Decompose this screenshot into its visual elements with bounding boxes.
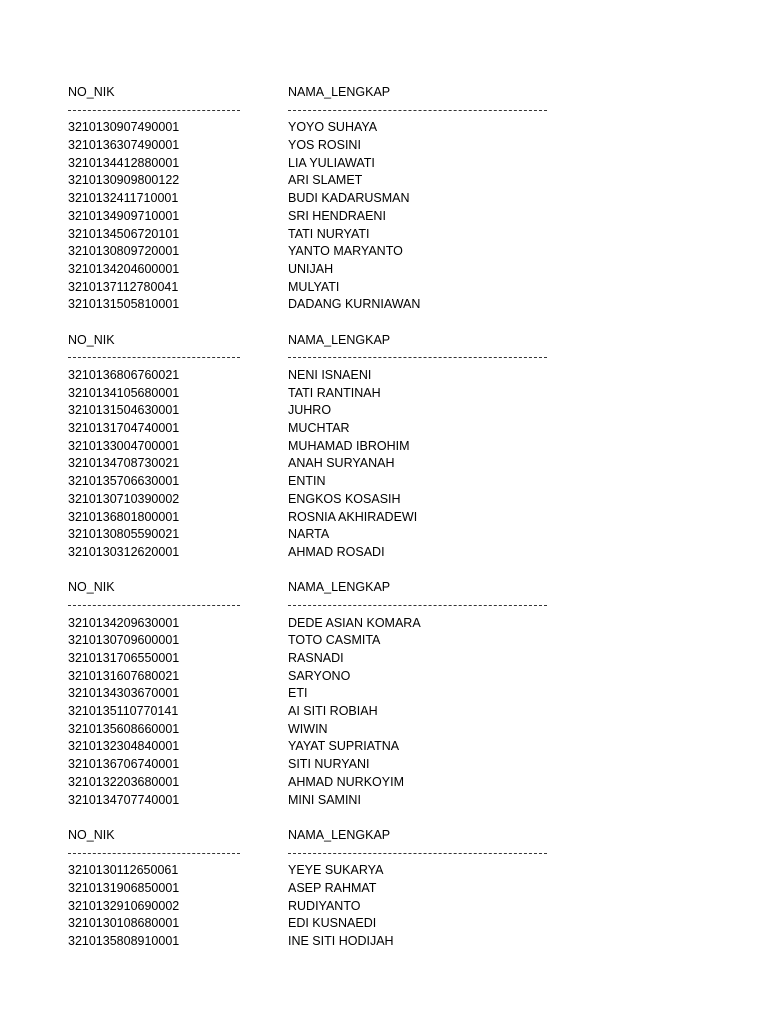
nik-value: 3210131504630001 [68, 403, 180, 418]
table-row [68, 756, 748, 774]
table-row [68, 668, 748, 686]
nama-value: SARYONO [288, 668, 351, 683]
table-row [68, 792, 748, 810]
nama-column-header: NAMA_LENGKAP [288, 85, 391, 99]
table-row [68, 862, 748, 880]
nama-value: ETI [288, 686, 308, 701]
separator-row [68, 349, 748, 367]
nama-value: ENTIN [288, 474, 326, 489]
nama-value: SITI NURYANI [288, 757, 370, 772]
nama-value: ANAH SURYANAH [288, 456, 395, 471]
nama-column-divider [288, 853, 547, 854]
table-row [68, 738, 748, 756]
table-row [68, 455, 748, 473]
nik-value: 3210135706630001 [68, 474, 180, 489]
nik-value: 3210132910690002 [68, 898, 180, 913]
table-row [68, 119, 748, 137]
nama-value: YOS ROSINI [288, 138, 361, 153]
table-row [68, 526, 748, 544]
nik-value: 3210130108680001 [68, 916, 180, 931]
table-row [68, 261, 748, 279]
nama-value: TOTO CASMITA [288, 633, 381, 648]
nik-column-divider [68, 357, 240, 358]
nik-value: 3210130809720001 [68, 244, 180, 259]
section-spacer [68, 809, 748, 827]
nik-value: 3210136806760021 [68, 368, 180, 382]
nik-value: 3210131706550001 [68, 651, 180, 665]
nik-section [68, 579, 748, 827]
nama-value: ASEP RAHMAT [288, 880, 377, 895]
nik-column-header: NO_NIK [68, 332, 115, 347]
nama-value: INE SITI HODIJAH [288, 934, 394, 948]
nik-value: 3210132203680001 [68, 774, 180, 789]
nik-value: 3210130312620001 [68, 544, 180, 559]
nama-value: SRI HENDRAENI [288, 208, 386, 223]
nik-section [68, 84, 748, 332]
nik-column-divider [68, 110, 240, 111]
column-header-row [68, 579, 748, 597]
nama-value: YOYO SUHAYA [288, 120, 378, 135]
table-row [68, 915, 748, 933]
table-row [68, 226, 748, 244]
nik-value: 3210136706740001 [68, 757, 180, 772]
nama-value: AI SITI ROBIAH [288, 704, 378, 719]
nik-value: 3210130112650061 [68, 863, 179, 878]
nik-value: 3210134204600001 [68, 261, 180, 276]
nama-value: MULYATI [288, 279, 340, 294]
nama-value: ENGKOS KOSASIH [288, 491, 401, 506]
nama-value: UNIJAH [288, 261, 334, 276]
nama-value: BUDI KADARUSMAN [288, 191, 410, 206]
nik-column-divider [68, 853, 240, 854]
nik-value: 3210132304840001 [68, 739, 180, 754]
nama-value: JUHRO [288, 403, 332, 418]
table-row [68, 438, 748, 456]
nama-value: TATI NURYATI [288, 226, 370, 241]
nik-value: 3210132411710001 [68, 191, 179, 206]
table-row [68, 491, 748, 509]
table-row [68, 402, 748, 420]
nik-section [68, 332, 748, 580]
nik-value: 3210130709600001 [68, 633, 180, 648]
table-row [68, 774, 748, 792]
table-row [68, 473, 748, 491]
nik-value: 3210134909710001 [68, 208, 180, 223]
separator-row [68, 102, 748, 120]
nama-column-header: NAMA_LENGKAP [288, 332, 391, 347]
nik-value: 3210134412880001 [68, 155, 180, 170]
nik-value: 3210131906850001 [68, 880, 180, 895]
table-row [68, 898, 748, 916]
nik-value: 3210130909800122 [68, 173, 180, 188]
nik-column-header: NO_NIK [68, 827, 115, 842]
nama-column-divider [288, 357, 547, 358]
nama-value: AHMAD NURKOYIM [288, 774, 404, 789]
nama-value: MINI SAMINI [288, 792, 361, 807]
table-row [68, 615, 748, 633]
nama-value: WIWIN [288, 721, 328, 736]
nik-value: 3210134707740001 [68, 792, 180, 807]
nama-column-header: NAMA_LENGKAP [288, 580, 391, 595]
nama-value: TATI RANTINAH [288, 385, 381, 400]
table-row [68, 650, 748, 668]
table-row [68, 420, 748, 438]
nik-value: 3210131607680021 [68, 668, 180, 683]
table-row [68, 703, 748, 721]
nik-section [68, 827, 748, 969]
nik-value: 3210134303670001 [68, 686, 180, 701]
table-row [68, 208, 748, 226]
nama-column-divider [288, 110, 547, 111]
nik-value: 3210131704740001 [68, 421, 180, 436]
table-row [68, 243, 748, 261]
nik-value: 3210133004700001 [68, 438, 180, 453]
nama-value: RUDIYANTO [288, 898, 361, 913]
nik-value: 3210135110770141 [68, 704, 179, 719]
table-row [68, 190, 748, 208]
separator-row [68, 845, 748, 863]
column-header-row [68, 827, 748, 845]
nama-value: MUCHTAR [288, 421, 350, 436]
nama-value: YANTO MARYANTO [288, 244, 403, 259]
table-row [68, 509, 748, 527]
section-spacer [68, 314, 748, 332]
table-row [68, 880, 748, 898]
nama-value: YAYAT SUPRIATNA [288, 739, 400, 754]
nama-value: ARI SLAMET [288, 173, 363, 188]
nik-column-header: NO_NIK [68, 85, 115, 99]
nama-column-header: NAMA_LENGKAP [288, 827, 391, 842]
nik-value: 3210135808910001 [68, 934, 180, 948]
separator-row [68, 597, 748, 615]
nama-value: LIA YULIAWATI [288, 155, 375, 170]
nik-value: 3210130907490001 [68, 120, 180, 135]
nik-column-header: NO_NIK [68, 580, 115, 595]
nik-value: 3210134708730021 [68, 456, 180, 471]
table-row [68, 137, 748, 155]
nama-value: NENI ISNAENI [288, 368, 372, 382]
section-spacer [68, 951, 748, 969]
column-header-row [68, 332, 748, 350]
nama-value: RASNADI [288, 651, 344, 665]
column-header-row [68, 84, 748, 102]
table-row [68, 385, 748, 403]
table-row [68, 933, 748, 951]
table-row [68, 279, 748, 297]
nik-value: 3210134209630001 [68, 615, 180, 630]
nik-value: 3210130805590021 [68, 527, 180, 542]
document-listing [68, 84, 748, 968]
nama-value: YEYE SUKARYA [288, 863, 384, 878]
nik-value: 3210131505810001 [68, 297, 180, 312]
nik-value: 3210134506720101 [68, 226, 180, 241]
nik-value: 3210136307490001 [68, 138, 180, 153]
table-row [68, 155, 748, 173]
nama-value: MUHAMAD IBROHIM [288, 438, 410, 453]
table-row [68, 367, 748, 385]
table-row [68, 685, 748, 703]
nama-value: DEDE ASIAN KOMARA [288, 615, 421, 630]
section-spacer [68, 562, 748, 580]
nama-value: ROSNIA AKHIRADEWI [288, 509, 418, 524]
nama-value: AHMAD ROSADI [288, 544, 385, 559]
nik-value: 3210130710390002 [68, 491, 180, 506]
table-row [68, 721, 748, 739]
nik-value: 3210135608660001 [68, 721, 180, 736]
nama-value: EDI KUSNAEDI [288, 916, 377, 931]
nama-value: NARTA [288, 527, 330, 542]
table-row [68, 632, 748, 650]
table-row [68, 172, 748, 190]
nik-column-divider [68, 605, 240, 606]
table-row [68, 544, 748, 562]
nama-column-divider [288, 605, 547, 606]
nama-value: DADANG KURNIAWAN [288, 297, 421, 312]
nik-value: 3210136801800001 [68, 509, 180, 524]
nik-value: 3210137112780041 [68, 279, 179, 294]
table-row [68, 296, 748, 314]
nik-value: 3210134105680001 [68, 385, 180, 400]
